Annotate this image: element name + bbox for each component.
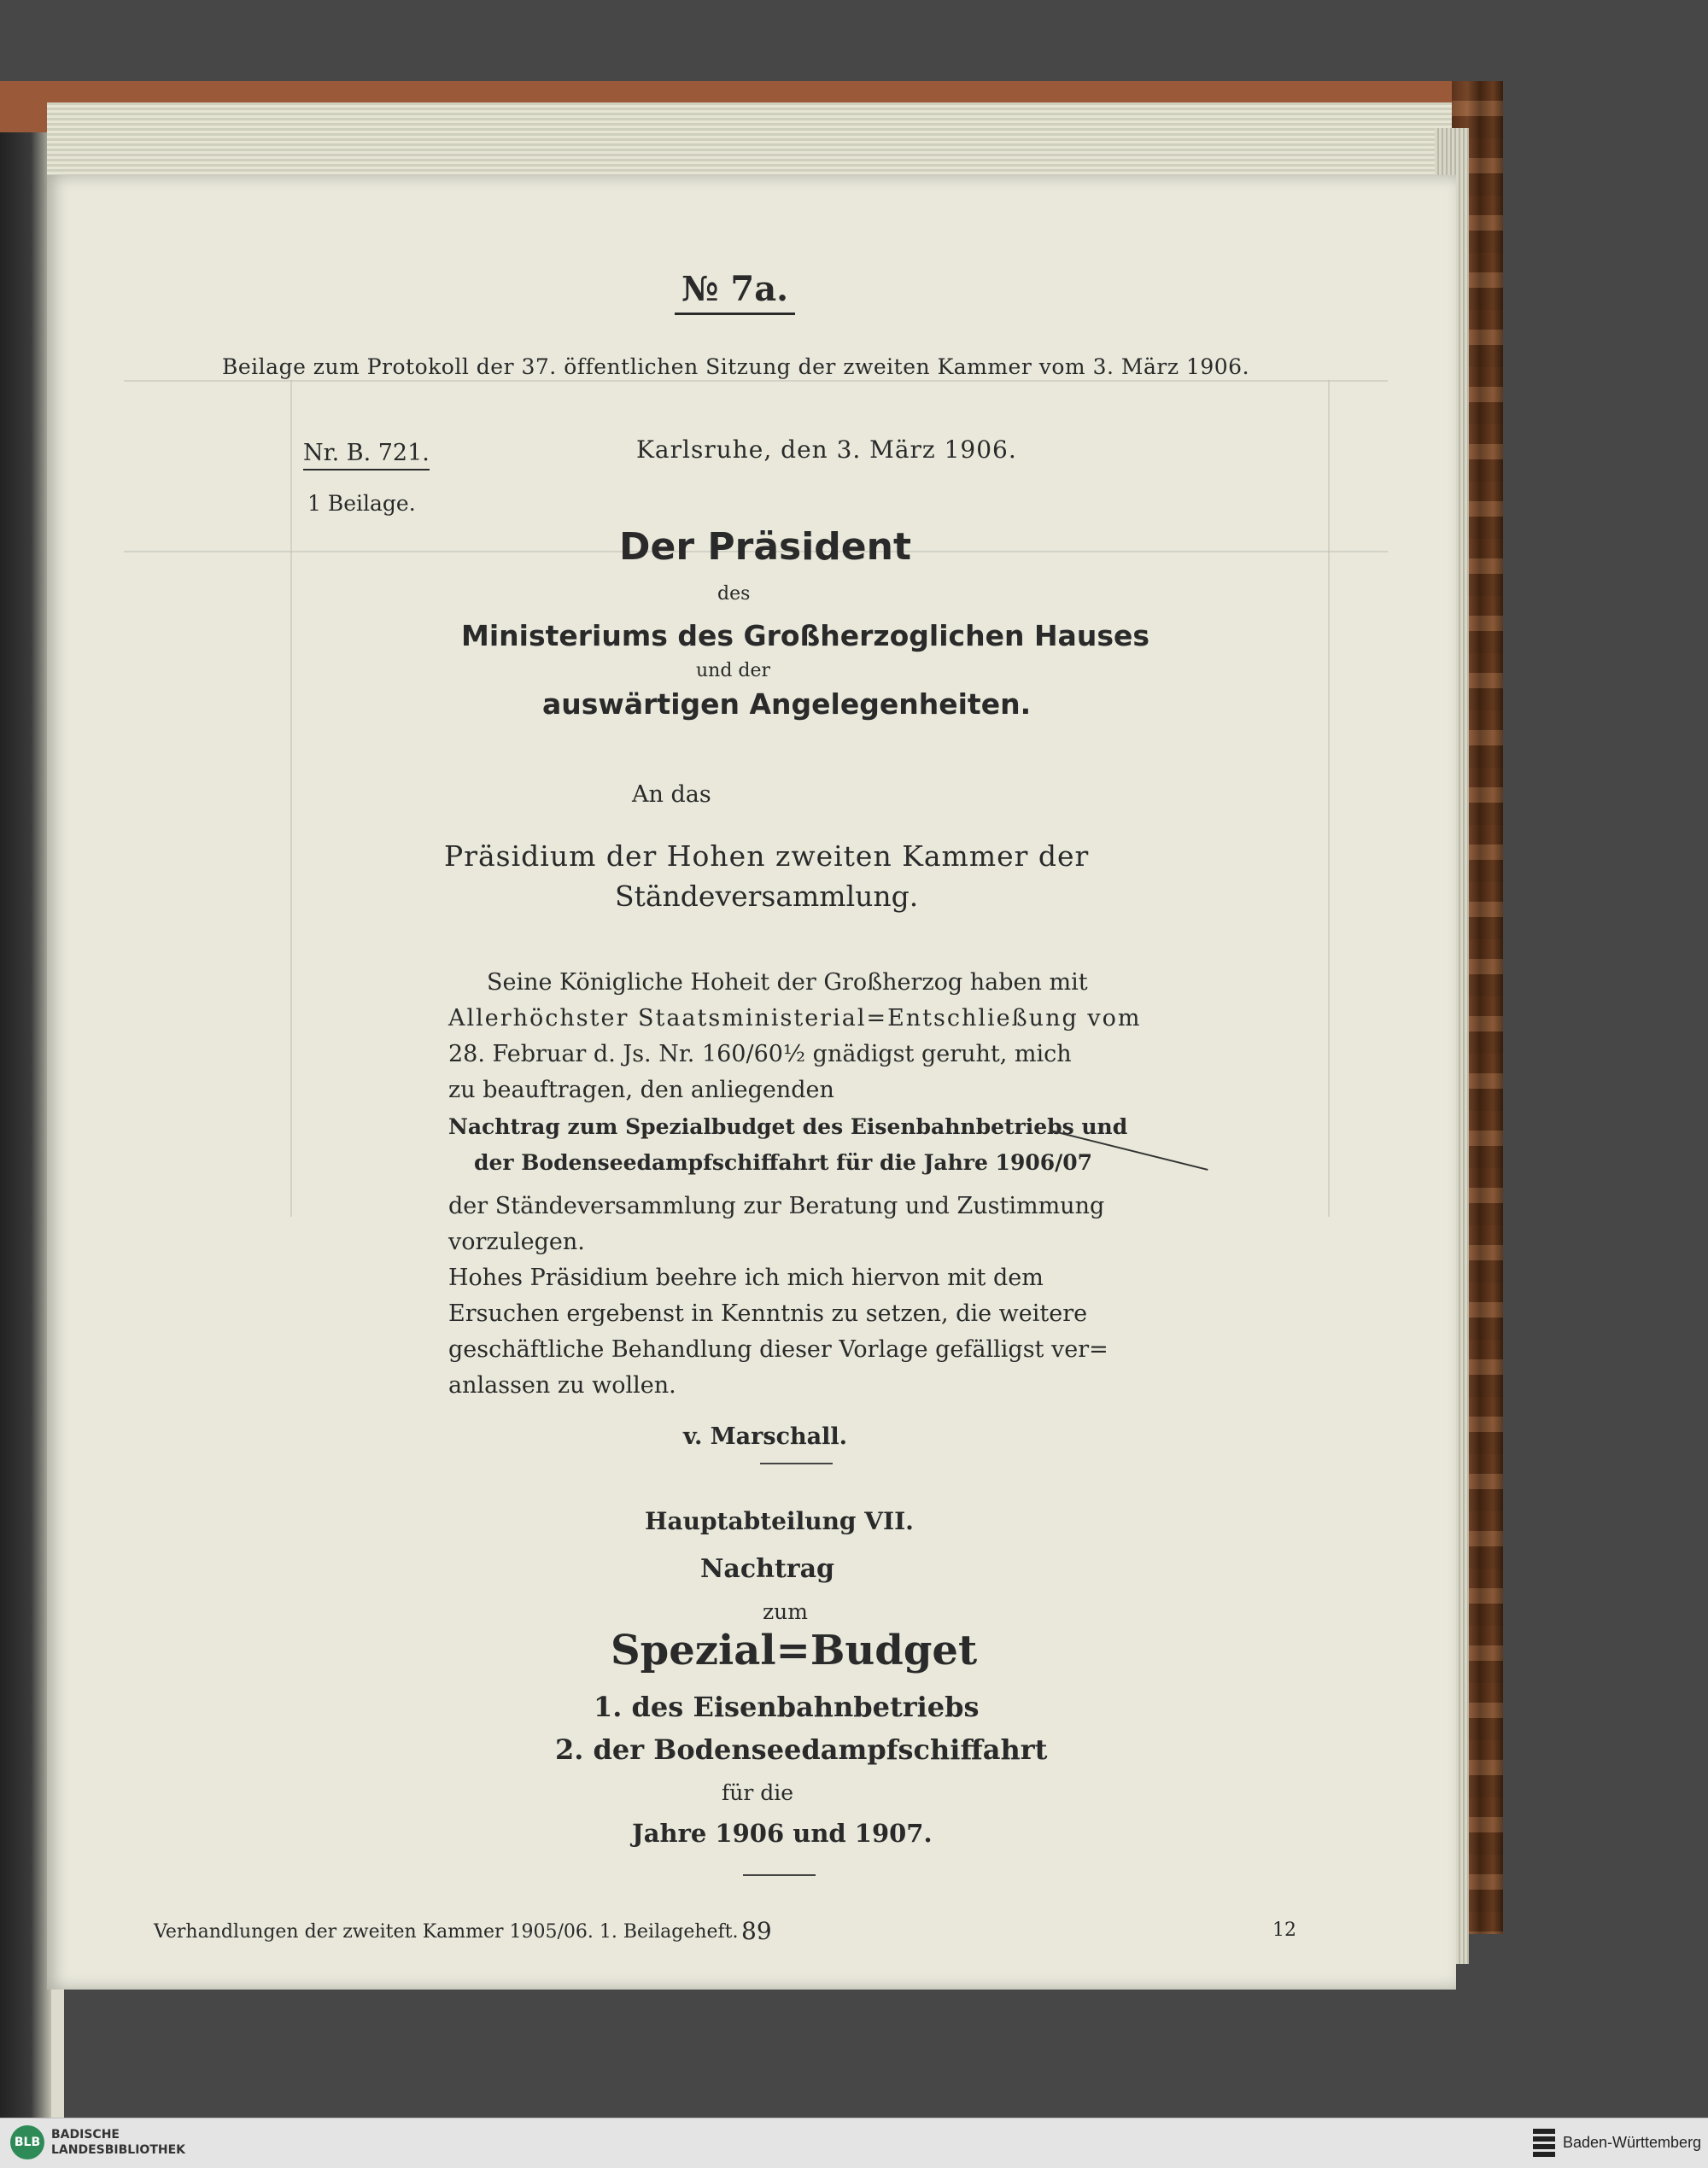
- viewer-bottom-bar: [0, 2118, 1708, 2168]
- library-name-line1: BADISCHE: [51, 2128, 120, 2142]
- sender-ministry: Ministeriums des Großherzoglichen Hauses: [461, 619, 1149, 652]
- budget-title-line2: der Bodenseedampfschiffahrt für die Jahre 1906/07: [474, 1150, 1093, 1175]
- library-name-line2: LANDESBIBLIOTHEK: [51, 2143, 186, 2157]
- signature: v. Marschall.: [683, 1423, 848, 1450]
- bleed-through-rule: [290, 380, 292, 1217]
- document-number: № 7a.: [675, 269, 795, 315]
- annex-title1: Nachtrag: [700, 1554, 835, 1584]
- place-date: Karlsruhe, den 3. März 1906.: [636, 435, 1017, 464]
- bleed-through-rule: [124, 380, 1388, 382]
- book-spine: [0, 85, 51, 2118]
- sender-line-und: und der: [696, 660, 771, 681]
- body-line: anlassen zu wollen.: [448, 1372, 676, 1399]
- state-name[interactable]: Baden-Württemberg: [1563, 2134, 1702, 2151]
- attachment-line: Beilage zum Protokoll der 37. öffentlichen Sitzung der zweiten Kammer vom 3. März 1906.: [222, 354, 1250, 379]
- reference-number: Nr. B. 721.: [303, 440, 430, 470]
- body-line: Ersuchen ergebenst in Kenntnis zu setzen, die weitere: [448, 1300, 1088, 1327]
- document-page: [47, 175, 1456, 1990]
- body-line: vorzulegen.: [448, 1229, 585, 1255]
- annex-section: Hauptabteilung VII.: [645, 1507, 914, 1535]
- body-line: 28. Februar d. Js. Nr. 160/60½ gnädigst geruht, mich: [448, 1041, 1072, 1067]
- sender-affairs: auswärtigen Angelegenheiten.: [542, 687, 1032, 721]
- budget-title-line1: Nachtrag zum Spezialbudget des Eisenbahnbetriebs und: [448, 1114, 1128, 1139]
- recipient-line1: Präsidium der Hohen zweiten Kammer der: [444, 839, 1090, 873]
- footer-sheet-number: 12: [1272, 1920, 1296, 1941]
- state-crest-icon: [1533, 2129, 1555, 2158]
- annex-title2: zum: [763, 1599, 808, 1624]
- recipient-intro: An das: [632, 781, 711, 808]
- annex-for: für die: [722, 1780, 794, 1805]
- annex-item1: 1. des Eisenbahnbetriebs: [594, 1691, 980, 1723]
- annex-item2: 2. der Bodenseedampfschiffahrt: [555, 1733, 1048, 1766]
- body-line: Allerhöchster Staatsministerial=Entschließung vom: [448, 1005, 1142, 1031]
- body-line: geschäftliche Behandlung dieser Vorlage gefälligst ver=: [448, 1336, 1108, 1363]
- divider: [760, 1463, 833, 1464]
- divider: [743, 1874, 816, 1876]
- footer-page-number: 89: [741, 1917, 772, 1945]
- blb-logo-icon[interactable]: BLB: [10, 2125, 44, 2159]
- recipient-line2: Ständeversammlung.: [615, 879, 919, 913]
- body-line: Hohes Präsidium beehre ich mich hiervon mit dem: [448, 1265, 1044, 1291]
- footer-publication: Verhandlungen der zweiten Kammer 1905/06. 1. Beilageheft.: [154, 1921, 739, 1943]
- body-line: Seine Königliche Hoheit der Großherzog haben mit: [487, 969, 1088, 996]
- body-line: zu beauftragen, den anliegenden: [448, 1077, 834, 1103]
- bleed-through-rule: [1328, 380, 1330, 1217]
- body-line: der Ständeversammlung zur Beratung und Zustimmung: [448, 1193, 1105, 1219]
- annex-years: Jahre 1906 und 1907.: [632, 1819, 933, 1848]
- annex-title3: Spezial=Budget: [611, 1627, 978, 1674]
- enclosure-note: 1 Beilage.: [307, 491, 416, 516]
- sender-title: Der Präsident: [619, 525, 911, 569]
- sender-line-des: des: [717, 583, 751, 605]
